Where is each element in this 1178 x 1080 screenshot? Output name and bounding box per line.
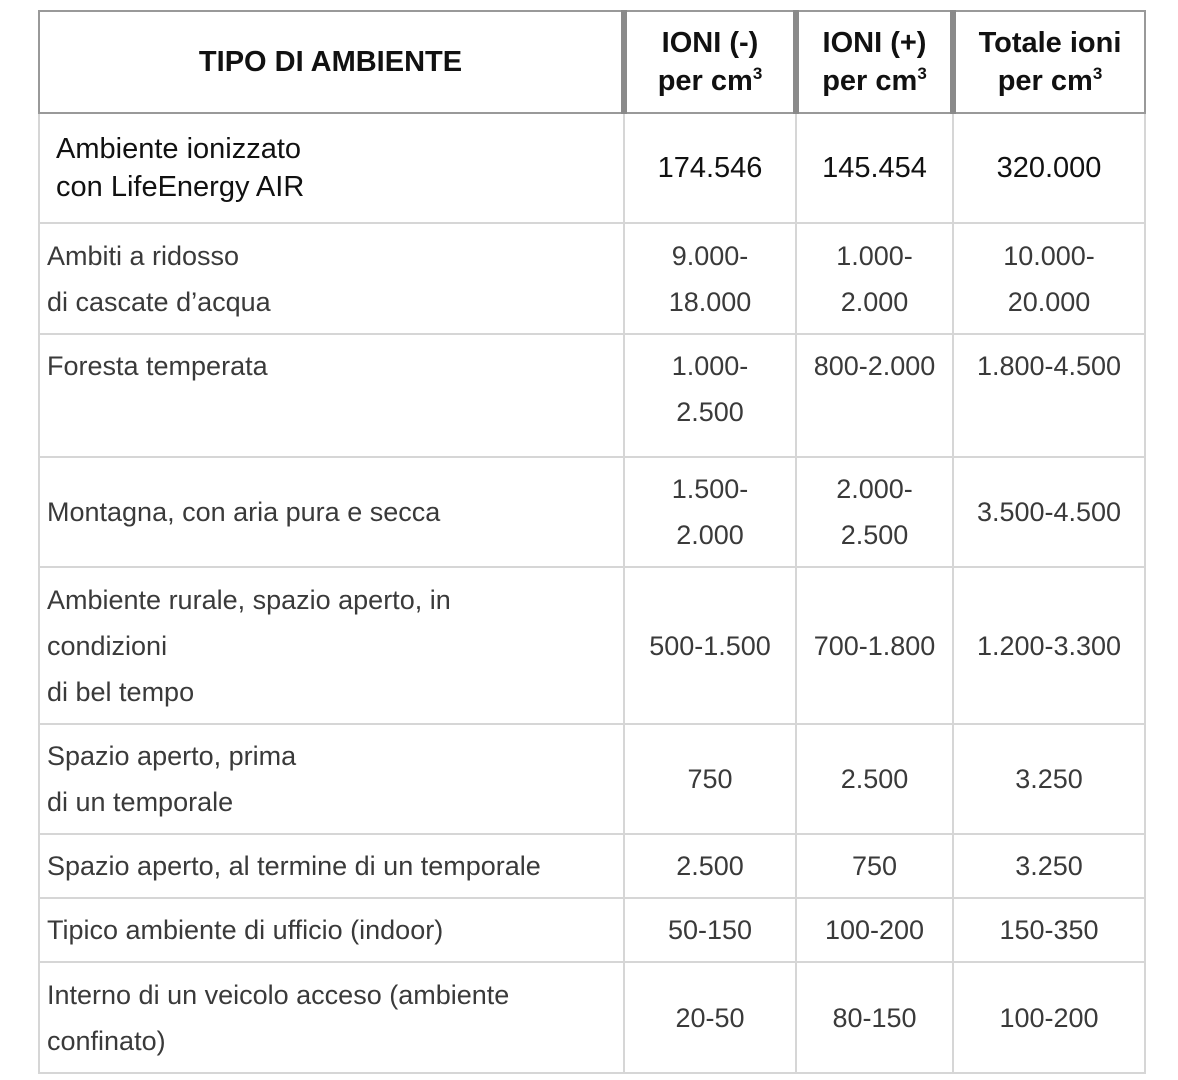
table-row [39,962,1145,1073]
header-pos-line2: per cm [822,65,918,97]
row-positive-ions: 800-2.000 [796,334,953,457]
header-neg-line1: IONI (-) [661,27,759,59]
row-environment: Foresta temperata [39,334,624,457]
row-positive-ions: 80-150 [796,962,953,1073]
header-environment-label: TIPO DI AMBIENTE [198,46,463,78]
row-positive-ions: 2.500 [796,724,953,834]
row-positive-ions: 750 [796,834,953,898]
row-negative-ions: 174.546 [624,113,796,223]
row-total-ions: 1.200-3.300 [953,567,1145,724]
header-negative-ions [624,11,796,113]
row-negative-ions: 50-150 [624,898,796,962]
row-positive-ions: 145.454 [796,113,953,223]
table-row [39,567,1145,724]
row-negative-ions: 20-50 [624,962,796,1073]
row-positive-ions: 2.000- 2.500 [796,457,953,567]
row-environment: Interno di un veicolo acceso (ambiente confinato) [39,962,624,1073]
row-negative-ions: 2.500 [624,834,796,898]
table-row [39,898,1145,962]
row-negative-ions: 9.000- 18.000 [624,223,796,334]
table-row [39,113,1145,223]
row-total-ions: 3.250 [953,724,1145,834]
row-total-ions: 1.800-4.500 [953,334,1145,457]
row-total-ions: 10.000- 20.000 [953,223,1145,334]
row-environment: Ambiente ionizzato con LifeEnergy AIR [39,113,624,223]
header-neg-line2: per cm [657,65,753,97]
header-total-ions [953,11,1145,113]
row-environment: Ambiente rurale, spazio aperto, in condizioni di bel tempo [39,567,624,724]
row-environment: Montagna, con aria pura e secca [39,457,624,567]
header-pos-exponent: 3 [917,64,927,83]
header-total-exponent: 3 [1092,64,1103,83]
row-total-ions: 3.500-4.500 [953,457,1145,567]
table-header-row [39,11,1145,113]
table-row [39,223,1145,334]
row-total-ions: 320.000 [953,113,1145,223]
row-negative-ions: 1.500- 2.000 [624,457,796,567]
row-negative-ions: 1.000- 2.500 [624,334,796,457]
row-total-ions: 150-350 [953,898,1145,962]
header-environment [39,11,624,113]
row-total-ions: 100-200 [953,962,1145,1073]
row-environment: Ambiti a ridosso di cascate d’acqua [39,223,624,334]
table-row [39,334,1145,457]
table-row [39,724,1145,834]
row-environment: Spazio aperto, al termine di un temporale [39,834,624,898]
row-positive-ions: 100-200 [796,898,953,962]
row-negative-ions: 500-1.500 [624,567,796,724]
header-neg-exponent: 3 [752,64,763,83]
header-positive-ions [796,11,953,113]
row-positive-ions: 700-1.800 [796,567,953,724]
table-row [39,457,1145,567]
header-total-line1: Totale ioni [978,27,1122,59]
row-environment: Spazio aperto, prima di un temporale [39,724,624,834]
header-total-line2: per cm [997,65,1093,97]
row-negative-ions: 750 [624,724,796,834]
header-pos-line1: IONI (+) [822,27,927,59]
table-row [39,834,1145,898]
ions-table [38,10,1146,1074]
row-total-ions: 3.250 [953,834,1145,898]
row-environment: Tipico ambiente di ufficio (indoor) [39,898,624,962]
row-positive-ions: 1.000- 2.000 [796,223,953,334]
